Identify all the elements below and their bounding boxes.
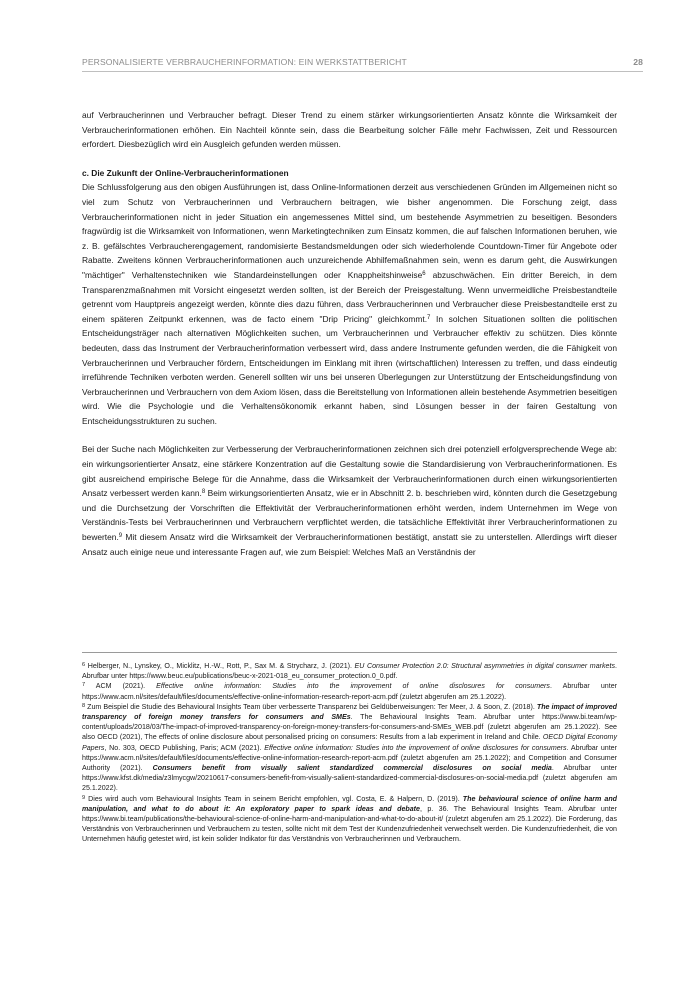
footnote-number: 9 bbox=[82, 794, 86, 801]
footnote-6 bbox=[82, 661, 617, 681]
footnote-8 bbox=[82, 702, 617, 794]
paragraph-text: Bei der Suche nach Möglichkeiten zur Verbesserung der Verbraucherinformationen zeichnen sich drei potenziell erfolgversprechende Wege ab: ein wirkungsorientierter Ansatz, eine stärkere Konzentration auf die Gestaltung sowie die Standardisierung von Verbraucherinformationen. Es gibt ausreichend empirische Belege für die Annahme, dass die Wirksamkeit der Verbraucherinformationen durch einen wirkungsorientierten Ansatz verbessert werden kann. bbox=[82, 444, 617, 499]
footnote-text: . The Behavioural Insights Team. Abrufbar unter https://www.bi.team/wp-content/uploads/2018/03/The-impact-of-improved-transparency-on-foreign-money-transfers-for-consumers-and-SMEs_WEB.pdf (zuletzt abgerufen am 25.1.2022). See also OECD (2021), The effects of online disclosure about personalised pricing on consumers: Results from a lab experiment in Ireland and Chile. bbox=[82, 713, 617, 742]
footnote-divider bbox=[82, 652, 617, 653]
footnote-ref-6[interactable]: 6 bbox=[422, 270, 426, 277]
footnote-9 bbox=[82, 794, 617, 845]
paragraph-continuation: auf Verbraucherinnen und Verbraucher befragt. Dieser Trend zu einem stärker wirkungsorientierten Ansatz könnte die Wirksamkeit der Verbraucherinformationen erhöhen. Ein Nachteil könnte sein, dass die Bearbeitung solcher Fälle mehr Fachwissen, Zeit und Ressourcen erfordert. Diesbezüglich wird ein Ausgleich gefunden werden müssen. bbox=[82, 110, 617, 150]
footnote-number: 7 bbox=[82, 682, 86, 689]
footnote-title: Effective online information: Studies into the improvement of online disclosures for consumers bbox=[264, 743, 567, 752]
footnote-number: 8 bbox=[82, 702, 86, 709]
paragraph-text: Die Schlussfolgerung aus den obigen Ausführungen ist, dass Online-Informationen derzeit aus verschiedenen Gründen im Allgemeinen nicht so viel zum Schutz von Verbraucherinnen und Verbrauchern beitragen, wie bisher angenommen. Die Forschung zeigt, dass Verbraucherinformationen nicht in jeder Situation ein angemessenes Mittel sind, um bestehende Asymmetrien zu beseitigen. Besonders fragwürdig ist die Wirksamkeit von Informationen, wenn Marketingtechniken zum Einsatz kommen, die auf falschen Informationen beruhen, wie z. B. gefälschtes Verbraucherengagement, randomisierte Bestandsmeldungen oder sich wiederholende Countdown-Timer für Angebote oder Rabatte. Zweitens können Verbraucherinformationen auch unzureichende Abhilfemaßnahmen sein, wenn es darum geht, die Auswirkungen "mächtiger" Verhaltenstechniken wie Standardeinstellungen oder Knappheitshinweise bbox=[82, 182, 617, 280]
paragraph-text: abzuschwächen. Ein dritter Bereich, in dem Transparenzmaßnahmen mit Vorsicht eingesetzt werden sollten, ist der Bereich der Preisgestaltung. Wenn unvermeidliche Preisbestandteile getrennt vom Hauptpreis angezeigt werden, könnte dies dazu führen, dass Verbraucherinnen und Verbraucher diese Preisbestandteile erst zu einem späteren Zeitpunkt erkennen, was de facto einem "Drip Pricing" gleichkommt. bbox=[82, 269, 617, 324]
paragraph-text: Beim wirkungsorientierten Ansatz, wie er in Abschnitt 2. b. beschrieben wird, könnten durch die Gesetzgebung und die Durchsetzung der Vorschriften die Effektivität der Verbraucherinformationen erhöht werden, indem Unternehmen im Wege von Verständnis-Tests bei Verbraucherinnen und Verbrauchern verpflichtet werden, die tatsächliche Effektivität ihrer Verbraucherinformationen zu bewerten. bbox=[82, 488, 617, 543]
footnote-title: EU Consumer Protection 2.0: Structural asymmetries in digital consumer markets bbox=[354, 662, 616, 670]
footnote-text: . Abrufbar unter https://www.acm.nl/sites/default/files/documents/effective-online-information-research-report-acm.pdf (zuletzt abgerufen am 25.1.2022); and Competition and Consumer Authority (2021). bbox=[82, 743, 617, 773]
footnote-title: Effective online information: Studies into the improvement of online disclosures for consumers bbox=[156, 682, 550, 691]
footnote-7 bbox=[82, 681, 617, 701]
footnote-title: The impact of improved transparency of foreign money transfers for consumers and SMEs bbox=[82, 702, 618, 722]
footnote-text: Dies wird auch vom Behavioural Insights Team in seinem Bericht empfohlen, vgl. Costa, E. & Halpern, D. (2019). bbox=[85, 794, 463, 803]
footnote-title: OECD Digital Economy Papers bbox=[82, 733, 617, 752]
footnote-text: Zum Beispiel die Studie des Behavioural Insights Team über verbesserte Transparenz bei Geldüberweisungen: Ter Meer, J. & Soon, Z. (2018). bbox=[85, 702, 537, 711]
footnote-ref-9[interactable]: 9 bbox=[118, 533, 123, 540]
paragraph-text: Mit diesem Ansatz wird die Wirksamkeit der Verbraucherinformationen bestätigt, anstatt sie zu unterstellen. Allerdings wirft dieser Ansatz auch einige neue und interessante Fragen auf, wie zum Beispiel: Welches Maß an Verständnis der bbox=[82, 532, 617, 557]
paragraph-text: In solchen Situationen sollten die politischen Entscheidungsträger nach alternativen Möglichkeiten suchen, um Verbraucherinnen und Verbraucher effektiv zu schützen. Dies könnte bedeuten, dass das Instrument der Verbraucherinformation verbessert wird, dass andere Instrumente gefunden werden, die die Fähigkeit von Verbraucherinnen und Verbraucher fördern, Entscheidungen im Einklang mit ihren (wirtschaftlichen) Interessen zu treffen, und dass eindeutig irreführende Techniken verboten werden. Generell sollten wir uns bei unseren Überlegungen zur Unterstützung der Entscheidungsfindung von Verbraucherinnen und Verbrauchern von dem Axiom lösen, dass die Bereitstellung von Informationen allein bestehende Asymmetrien beseitigen wird. Wie die Psychologie und die Verhaltensökonomik erkannt haben, sind Lösungen besser in der fairen Gestaltung von Entscheidungsstrukturen zu suchen. bbox=[82, 313, 617, 426]
footnote-text: , p. 36. The Behavioural Insights Team. Abrufbar unter https://www.bi.team/publications/the-behavioural-science-of-online-harm-and-manipulation-and-what-to-do-about-it/ (zuletzt abgerufen am 25.1.2022). Die Forderung, das Verständnis von Verbraucherinnen und Verbrauchern zu testen, sollte nicht mit dem Test der Kundenzufriedenheit verwechselt werden. Die Kundenzufriedenheit, die von Unternehmen häufig getestet wird, ist kein solider Indikator für das Verständnis von Verbraucherinnen und Verbrauchern. bbox=[82, 804, 617, 844]
footnotes bbox=[82, 661, 617, 845]
footnote-text: , No. 303, OECD Publishing, Paris; ACM (2021). bbox=[104, 743, 265, 752]
footnote-text: . Abrufbar unter https://www.acm.nl/sites/default/files/documents/effective-online-information-research-report-acm.pdf (zuletzt abgerufen am 25.1.2022). bbox=[82, 682, 617, 701]
footnote-ref-7[interactable]: 7 bbox=[427, 314, 431, 321]
header-divider bbox=[82, 71, 643, 72]
paragraph-improvement bbox=[82, 442, 617, 559]
section-heading: c. Die Zukunft der Online-Verbraucherinformationen bbox=[82, 167, 289, 178]
running-header bbox=[82, 57, 643, 67]
footnote-ref-8[interactable]: 8 bbox=[201, 489, 206, 496]
page-number: 28 bbox=[633, 57, 643, 67]
footnote-text: . Abrufbar unter https://www.kfst.dk/media/z3lmycgw/20210617-consumers-benefit-from-visually-salient-standardized-commercial-disclosures-on-social-media.pdf (zuletzt abgerufen am 25.1.2022). bbox=[82, 764, 617, 793]
footnote-title: The behavioural science of online harm and manipulation, and what to do about it: An exploratory paper to spark ideas and debate bbox=[82, 794, 617, 813]
footnote-text: Helberger, N., Lynskey, O., Micklitz, H.-W., Rott, P., Sax M. & Strycharz, J. (2021). bbox=[85, 662, 355, 670]
paragraph-conclusion bbox=[82, 180, 617, 428]
footnote-title: Consumers benefit from visually salient standardized commercial disclosures on social media bbox=[152, 764, 552, 773]
running-title: PERSONALISIERTE VERBRAUCHERINFORMATION: EIN WERKSTATTBERICHT bbox=[82, 57, 407, 67]
footnote-text: ACM (2021). bbox=[85, 682, 157, 691]
body-text bbox=[82, 108, 617, 559]
footnote-text: . Abrufbar unter https://www.beuc.eu/publications/beuc-x-2021-018_eu_consumer_protection.0_0.pdf. bbox=[82, 662, 617, 681]
footnote-number: 6 bbox=[82, 662, 86, 668]
